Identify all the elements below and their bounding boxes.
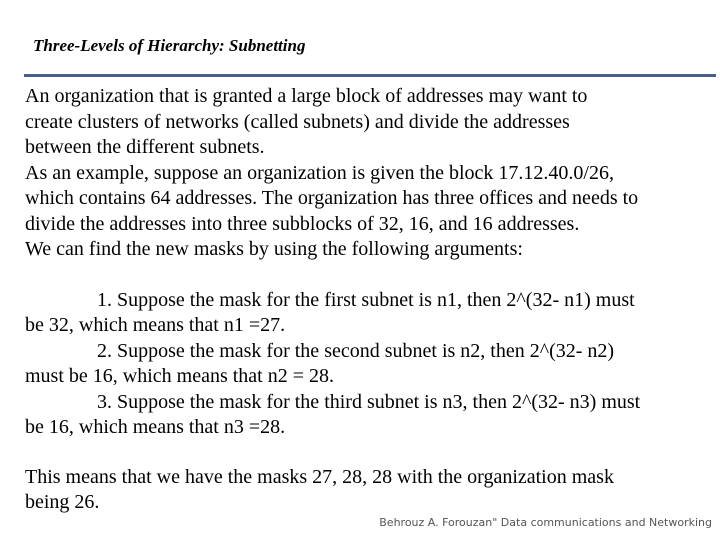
title-divider [24,74,716,77]
intro-line: As an example, suppose an organization is given the block 17.12.40.0/26, [25,161,614,184]
intro-paragraph [25,84,715,263]
intro-line: We can find the new masks by using the following arguments: [25,238,523,260]
argument-item [25,288,715,339]
spacer [25,263,715,288]
conclusion-line: This means that we have the masks 27, 28, 28 with the organization mask [25,465,614,488]
conclusion-line: being 26. [25,491,100,513]
intro-line: divide the addresses into three subblocks of 32, 16, and 16 addresses. [25,212,580,235]
argument-text: 3. Suppose the mask for the third subnet is n3, then 2^(32- n3) must [97,390,641,413]
argument-item [25,339,715,390]
slide-title: Three-Levels of Hierarchy: Subnetting [33,36,306,55]
argument-line [25,288,715,314]
footer-credit: Behrouz A. Forouzan" Data communications and Networking [379,516,712,529]
argument-text: 2. Suppose the mask for the second subnet is n2, then 2^(32- n2) [97,339,615,362]
intro-line: between the different subnets. [25,136,265,158]
intro-line: which contains 64 addresses. The organization has three offices and needs to [25,187,639,209]
arguments-list [25,288,715,441]
argument-line: must be 16, which means that n2 = 28. [25,365,335,387]
intro-line: An organization that is granted a large block of addresses may want to [25,85,588,107]
argument-line: be 16, which means that n3 =28. [25,416,286,438]
argument-line [25,390,715,416]
spacer [25,441,715,465]
argument-line: be 32, which means that n1 =27. [25,314,286,336]
conclusion-paragraph [25,465,715,516]
slide-body [25,84,715,516]
intro-line: create clusters of networks (called subnets) and divide the addresses [25,110,570,133]
argument-line [25,339,715,365]
argument-text: 1. Suppose the mask for the first subnet is n1, then 2^(32- n1) must [97,288,635,311]
argument-item [25,390,715,441]
